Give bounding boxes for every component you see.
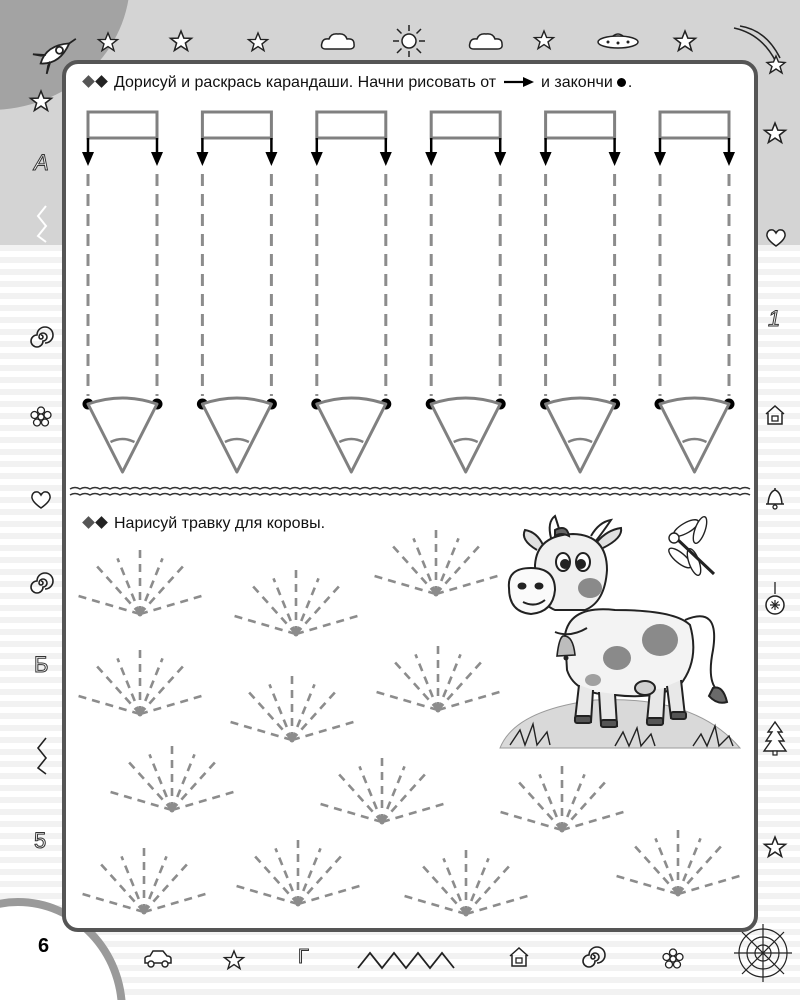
grass-blade: [76, 695, 140, 714]
grass-blade: [232, 615, 296, 634]
grass-blade: [122, 856, 145, 912]
grass-blade: [292, 690, 338, 741]
grass-blade: [99, 862, 145, 913]
grass-blade: [118, 658, 141, 714]
grass-blade: [270, 684, 293, 740]
grass-base: [138, 712, 143, 717]
grass-blade: [276, 848, 299, 904]
grass-tuft: [76, 550, 203, 617]
digit-one: 1: [768, 306, 781, 331]
page-number: 6: [38, 935, 50, 957]
grass-base: [296, 902, 301, 907]
letter-a: А: [34, 150, 49, 175]
grass-blade: [438, 660, 484, 711]
grass-blade: [382, 766, 405, 822]
grass-tuft: [76, 650, 203, 717]
grass-blade: [298, 848, 321, 904]
grass-blade: [337, 772, 383, 823]
grass-blade: [144, 856, 167, 912]
letter-g: Г: [298, 946, 309, 968]
task-pencils-text-end: .: [627, 74, 633, 91]
grass-blade: [150, 754, 173, 810]
grass-blade: [562, 811, 626, 830]
grass-blade: [274, 578, 297, 634]
grass-blade: [251, 584, 297, 635]
grass-blade: [140, 595, 204, 614]
grass-blade: [234, 885, 298, 904]
grass-tuft: [228, 676, 355, 743]
grass-base: [676, 892, 681, 897]
grass-tuft: [232, 570, 359, 637]
grass-blade: [498, 811, 562, 830]
grass-base: [380, 820, 385, 825]
grass-blade: [414, 538, 437, 594]
grass-base: [170, 808, 175, 813]
grass-blade: [140, 695, 204, 714]
task-pencils-text-2: и закончи: [541, 74, 613, 91]
grass-blade: [421, 864, 467, 915]
digit-five: 5: [34, 828, 47, 853]
grass-blade: [95, 664, 141, 715]
grass-blade: [140, 664, 186, 715]
grass-blade: [360, 766, 383, 822]
grass-base: [464, 912, 469, 917]
grass-blade: [374, 691, 438, 710]
grass-blade: [292, 684, 315, 740]
grass-blade: [382, 803, 446, 822]
task-pencils-text: Дорисуй и раскрась карандаши. Начни рисовать от: [114, 74, 497, 91]
grass-blade: [140, 564, 186, 615]
grass-blade: [438, 691, 502, 710]
grass-base: [560, 828, 565, 833]
grass-blade: [144, 893, 208, 912]
grass-blade: [416, 654, 439, 710]
grass-blade: [562, 780, 608, 831]
grass-blade: [466, 858, 489, 914]
grass-blade: [172, 760, 218, 811]
grass-blade: [298, 885, 362, 904]
grass-blade: [391, 544, 437, 595]
grass-tuft: [402, 850, 529, 917]
task-grass-text: Нарисуй травку для коровы.: [114, 515, 326, 532]
grass-blade: [633, 844, 679, 895]
grass-blade: [76, 595, 140, 614]
grass-tuft: [80, 848, 207, 915]
grass-blade: [296, 584, 342, 635]
grass-blade: [172, 754, 195, 810]
grass-blade: [436, 575, 500, 594]
grass-blade: [95, 564, 141, 615]
letter-b: Б: [34, 652, 49, 677]
grass-blade: [466, 895, 530, 914]
grass-blade: [436, 544, 482, 595]
cow-illustration: [495, 510, 745, 750]
grass-base: [142, 910, 147, 915]
grass-blade: [144, 862, 190, 913]
grass-tuft: [614, 830, 741, 897]
grass-blade: [562, 774, 585, 830]
grass-blade: [466, 864, 512, 915]
grass-base: [436, 708, 441, 713]
grass-blade: [678, 875, 742, 894]
grass-blade: [140, 558, 163, 614]
grass-blade: [80, 893, 144, 912]
grass-blade: [127, 760, 173, 811]
grass-blade: [228, 721, 292, 740]
grass-blade: [292, 721, 356, 740]
grass-tuft: [318, 758, 445, 825]
grass-tuft: [498, 766, 625, 833]
grass-blade: [402, 895, 466, 914]
grass-tuft: [374, 646, 501, 713]
grass-blade: [253, 854, 299, 905]
grass-blade: [614, 875, 678, 894]
grass-blade: [298, 854, 344, 905]
grass-blade: [247, 690, 293, 741]
grass-blade: [678, 838, 701, 894]
grass-base: [294, 632, 299, 637]
grass-blade: [438, 654, 461, 710]
grass-base: [290, 738, 295, 743]
grass-base: [434, 592, 439, 597]
grass-blade: [540, 774, 563, 830]
grass-blade: [436, 538, 459, 594]
grass-base: [138, 612, 143, 617]
grass-blade: [140, 658, 163, 714]
grass-tuft: [372, 530, 499, 597]
grass-blade: [108, 791, 172, 810]
grass-blade: [318, 803, 382, 822]
grass-blade: [382, 772, 428, 823]
grass-blade: [656, 838, 679, 894]
grass-blade: [118, 558, 141, 614]
grass-blade: [296, 578, 319, 634]
grass-blade: [393, 660, 439, 711]
grass-blade: [517, 780, 563, 831]
grass-tuft: [234, 840, 361, 907]
cow-head: [509, 516, 621, 614]
grass-blade: [678, 844, 724, 895]
grass-blade: [172, 791, 236, 810]
grass-blade: [296, 615, 360, 634]
grass-blade: [372, 575, 436, 594]
grass-tuft: [108, 746, 235, 813]
grass-blade: [444, 858, 467, 914]
